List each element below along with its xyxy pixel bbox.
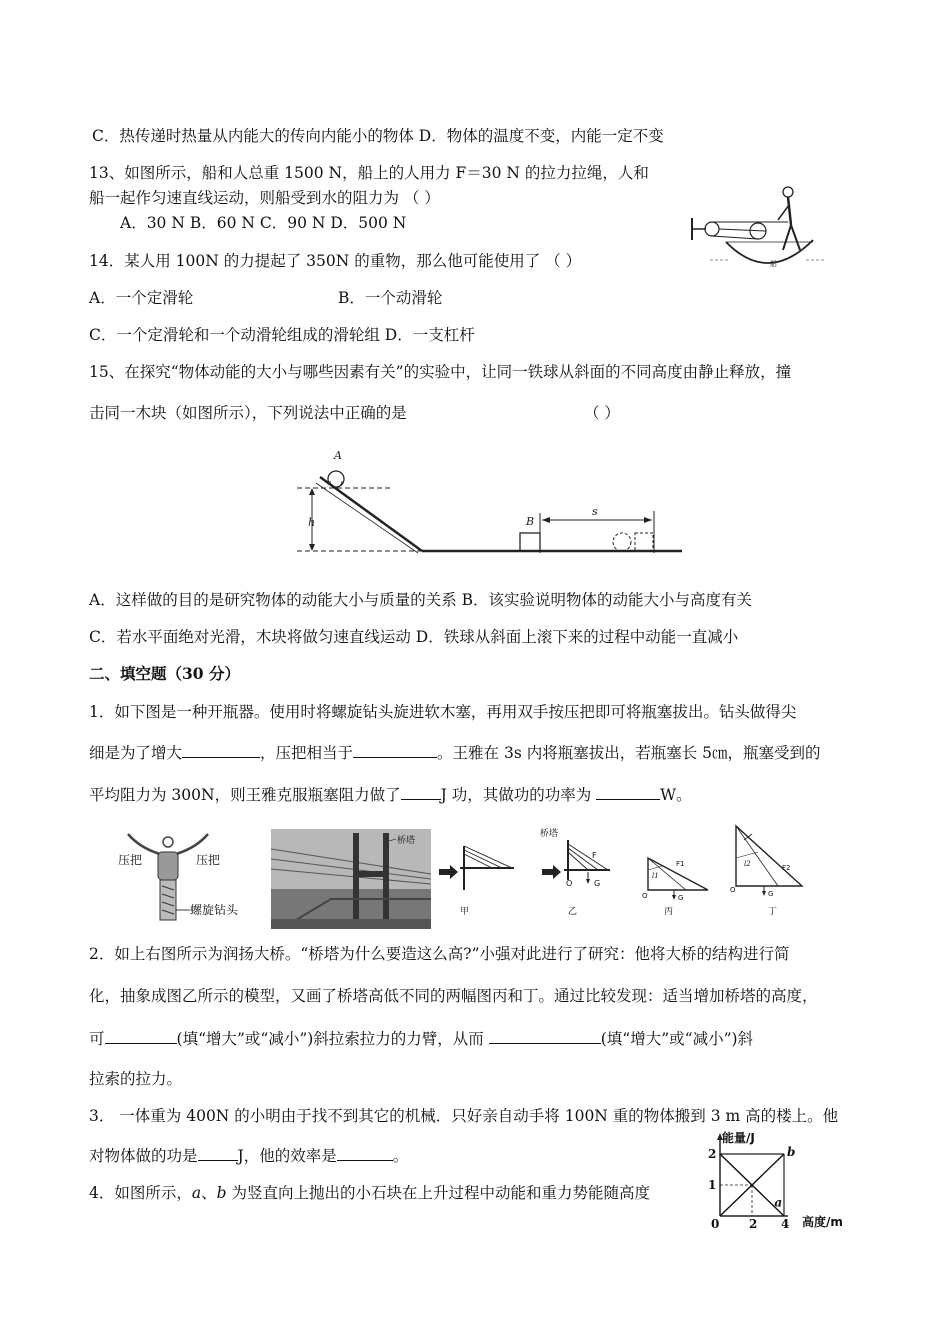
diagram-yi-f: F <box>592 851 597 860</box>
q13-stem-line1: 13、如图所示，船和人总重 1500 N，船上的人用力 F＝30 N 的拉力拉绳，人和 <box>89 164 649 182</box>
diagram-bing-f1: F1 <box>676 860 685 868</box>
y-tick-1: 1 <box>708 1178 717 1192</box>
q14-options-cd: C．一个定滑轮和一个动滑轮组成的滑轮组 D．一支杠杆 <box>89 326 475 344</box>
q13-boat-figure <box>688 180 828 280</box>
diagram-ding-g: G <box>768 890 774 898</box>
diagram-bing-l1: l1 <box>652 872 659 880</box>
x-tick-4: 4 <box>781 1217 790 1230</box>
bridge-diagram-yi <box>540 826 612 918</box>
f4-var-a: a <box>191 1184 202 1202</box>
f3-l2b: J，他的效率是 <box>237 1147 337 1165</box>
q15-options-cd: C．若水平面绝对光滑，木块将做匀速直线运动 D．铁球从斜面上滚下来的过程中动能一直减小 <box>89 628 739 646</box>
bridge-diagram-ding <box>728 822 810 918</box>
q15-paren: （ ） <box>584 404 620 422</box>
chart-xlabel: 高度/m <box>802 1215 843 1229</box>
f1-l2c: 。王雅在 3s 内将瓶塞拔出，若瓶塞长 5㎝，瓶塞受到的 <box>437 744 821 762</box>
f1-l2b: ，压把相当于 <box>260 744 354 762</box>
diagram-bing-g: G <box>678 894 684 902</box>
label-a: A <box>334 449 342 462</box>
q13-options: A．30 N B．60 N C．90 N D．500 N <box>120 214 407 232</box>
opener-label-left: 压把 <box>118 853 143 867</box>
bridge-photo-tower-label: 桥塔 <box>397 836 416 846</box>
x-tick-0: 0 <box>711 1217 720 1230</box>
q14-option-b: B．一个动滑轮 <box>338 289 443 307</box>
y-tick-2: 2 <box>708 1147 717 1161</box>
diagram-bing-label: 丙 <box>664 907 674 917</box>
f2-blank-1[interactable] <box>105 1028 177 1044</box>
f2-l3c: (填“增大”或“减小”)斜 <box>600 1030 754 1048</box>
q14-stem: 14．某人用 100N 的力提起了 350N 的重物，那么他可能使用了 （ ） <box>89 252 582 270</box>
diagram-ding-f2: F2 <box>782 864 791 872</box>
f4-sep: 、 <box>201 1184 217 1202</box>
label-h: h <box>308 516 316 529</box>
series-label-a: a <box>774 1195 783 1210</box>
f3-blank-1[interactable] <box>198 1145 238 1161</box>
diagram-ding-l2: l2 <box>744 860 751 868</box>
label-b: B <box>526 515 535 528</box>
f1-l3a: 平均阻力为 300N，则王雅克服瓶塞阻力做了 <box>89 786 401 804</box>
f1-l3b: J 功，其做功的功率为 <box>440 786 597 804</box>
q15-incline-figure <box>292 445 692 560</box>
f4-var-b: b <box>216 1184 227 1202</box>
f1-blank-1[interactable] <box>182 742 260 758</box>
f3-l2c: 。 <box>392 1147 409 1165</box>
section-2-heading: 二、填空题（30 分） <box>89 664 240 683</box>
diagram-bing-o: O <box>642 892 648 900</box>
series-label-b: b <box>787 1145 796 1159</box>
bridge-photo <box>271 829 431 929</box>
f1-line2 <box>89 742 821 763</box>
bridge-diagram-bing <box>640 826 712 918</box>
q14-option-a: A．一个定滑轮 <box>89 289 194 307</box>
chart-ylabel: 能量/J <box>722 1131 755 1145</box>
q15-stem-line2: 击同一木块（如图所示），下列说法中正确的是 <box>89 404 407 422</box>
q15-stem-line1: 15、在探究“物体动能的大小与哪些因素有关”的实验中，让同一铁球从斜面的不同高度由静止释放，撞 <box>89 363 792 381</box>
bridge-diagram-jia <box>456 826 518 918</box>
f1-line3 <box>89 784 692 805</box>
f1-blank-3[interactable] <box>401 784 441 800</box>
q12-options-cd: C．热传递时热量从内能大的传向内能小的物体 D．物体的温度不变，内能一定不变 <box>92 127 664 145</box>
f2-blank-2[interactable] <box>489 1028 601 1044</box>
f2-l3b: (填“增大”或“减小”)斜拉索拉力的力臂，从而 <box>176 1030 489 1048</box>
chart-plot-area <box>708 1145 795 1230</box>
opener-label-right: 压把 <box>196 853 221 867</box>
f1-l2a: 细是为了增大 <box>89 744 183 762</box>
diagram-yi-label: 乙 <box>568 907 578 917</box>
f1-l3c: W。 <box>660 786 692 804</box>
f1-blank-4[interactable] <box>596 784 660 800</box>
diagram-yi-g: G <box>594 879 601 888</box>
diagram-ding-label: 丁 <box>768 907 778 917</box>
f2-line2: 化，抽象成图乙所示的模型，又画了桥塔高低不同的两幅图丙和丁。通过比较发现：适当增加桥塔的高度， <box>89 987 818 1005</box>
bottle-opener-figure <box>110 826 250 931</box>
f3-line2 <box>89 1145 408 1166</box>
diagram-yi-tower-label: 桥塔 <box>540 829 559 839</box>
label-s: s <box>592 505 598 518</box>
diagram-jia-label: 甲 <box>460 907 470 917</box>
f2-line3 <box>89 1028 753 1049</box>
x-tick-2: 2 <box>749 1217 758 1230</box>
energy-height-chart <box>700 1130 850 1230</box>
q15-options-ab: A．这样做的目的是研究物体的动能大小与质量的关系 B．该实验说明物体的动能大小与高度有关 <box>89 591 753 609</box>
diagram-ding-o: O <box>730 886 736 894</box>
f4-line1a: 4．如图所示， <box>89 1184 192 1202</box>
f4-line1 <box>89 1183 650 1203</box>
f4-line1b: 为竖直向上抛出的小石块在上升过程中动能和重力势能随高度 <box>226 1184 651 1202</box>
q13-stem-line2: 船一起作匀速直线运动，则船受到水的阻力为 （ ） <box>89 189 440 207</box>
f3-l2a: 对物体做的功是 <box>89 1147 198 1165</box>
f2-line1: 2．如上右图所示为润扬大桥。“桥塔为什么要造这么高?”小强对此进行了研究：他将大桥的结构进行简 <box>89 945 790 963</box>
opener-label-drill: 螺旋钻头 <box>190 903 239 917</box>
f1-blank-2[interactable] <box>353 742 437 758</box>
f2-line4: 拉索的拉力。 <box>89 1070 183 1088</box>
f2-l3a: 可 <box>89 1030 105 1048</box>
boat-label: 船 <box>770 260 777 268</box>
f3-line1: 3． 一体重为 400N 的小明由于找不到其它的机械．只好亲自动手将 100N 重的物体搬到 3 m 高的楼上。他 <box>89 1107 839 1125</box>
f3-blank-2[interactable] <box>337 1145 393 1161</box>
f1-line1: 1．如下图是一种开瓶器。使用时将螺旋钻头旋进软木塞，再用双手按压把即可将瓶塞拔出。钻头做得尖 <box>89 703 797 721</box>
diagram-yi-o: O <box>566 879 573 888</box>
